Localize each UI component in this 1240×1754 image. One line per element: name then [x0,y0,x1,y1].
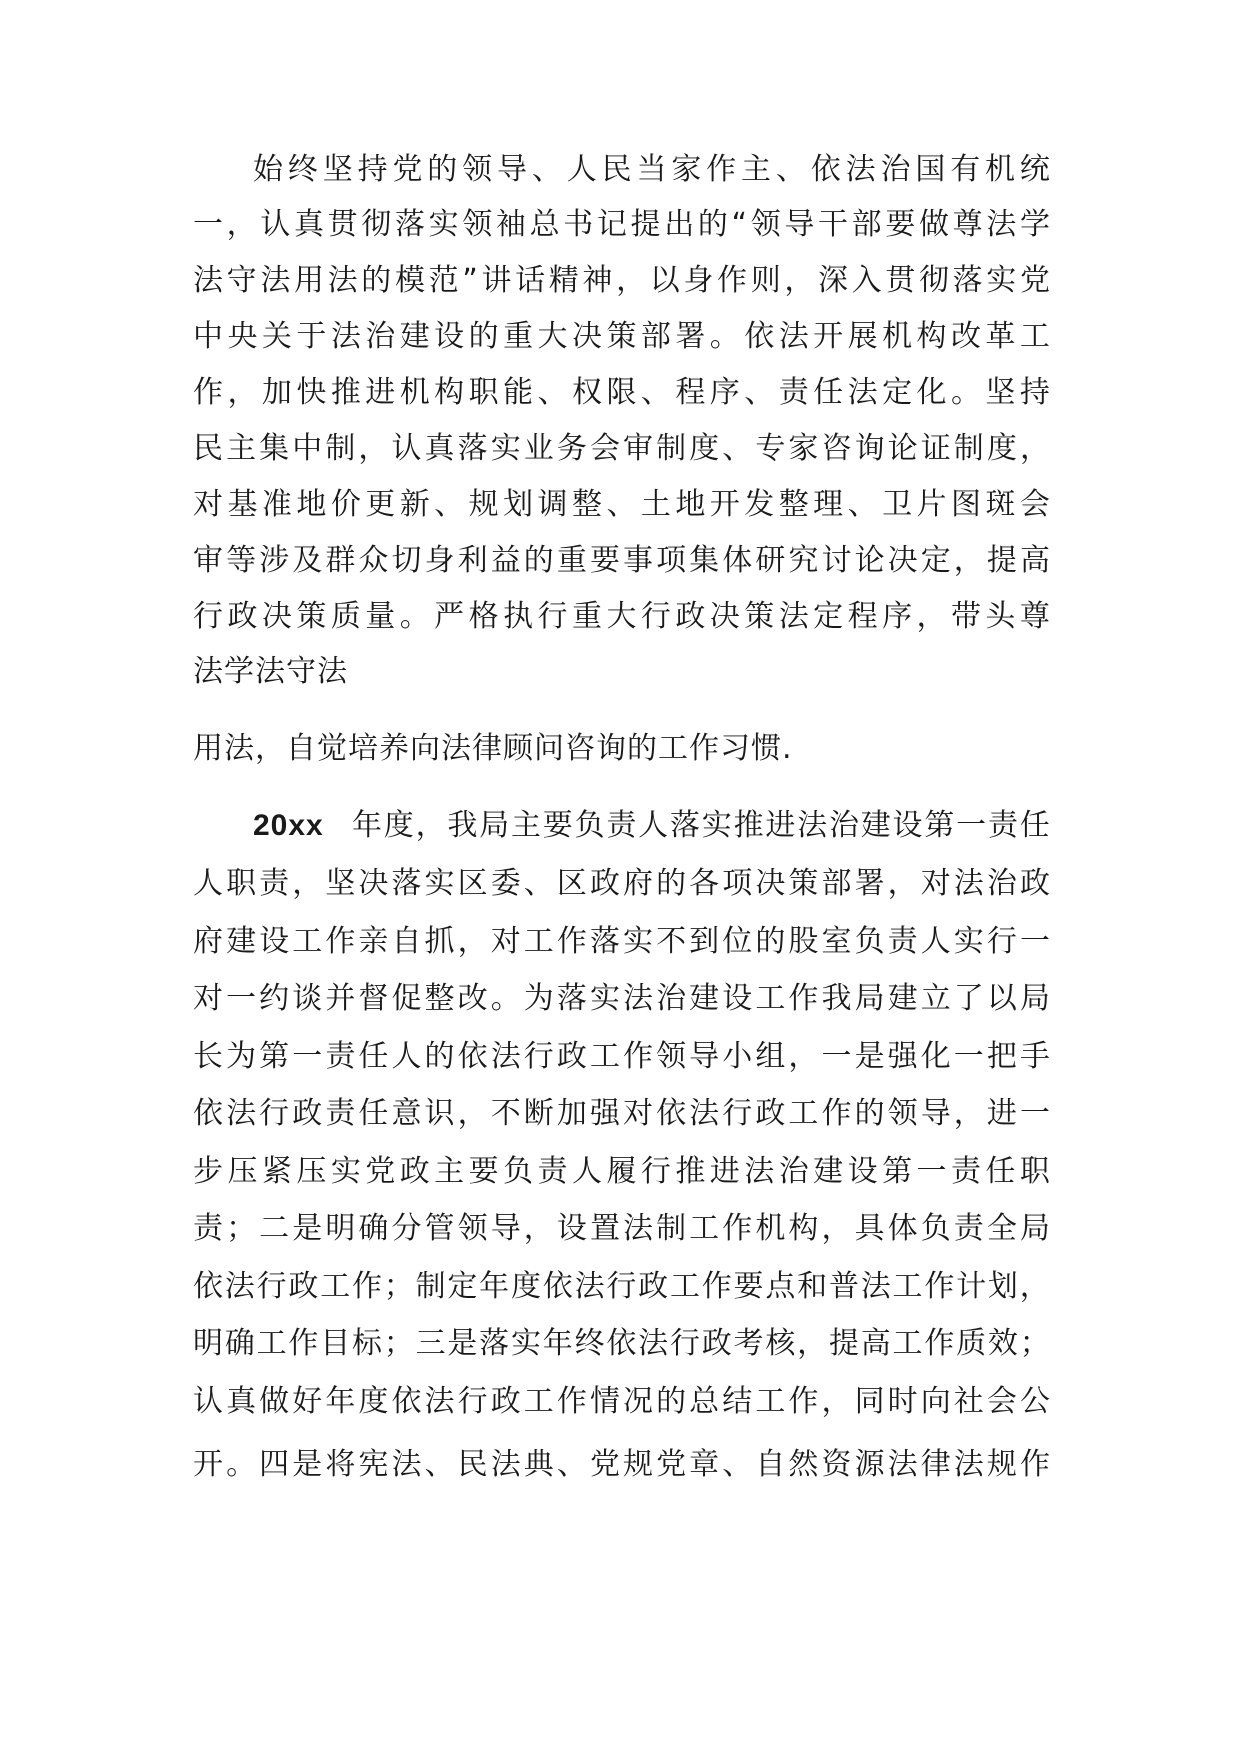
paragraph-line [193,205,1050,245]
justified-text: 对 一 约 谈 并 督 促 整 改 。 为 落 实 法 治 建 设 工 作 我 局 建 立 了 以 局 [193,981,1050,1016]
paragraph-line [193,261,1050,301]
justified-text: 法 守 法 用 法 的 模 范 ” 讲 话 精 神 ， 以 身 作 则 ， 深 入 贯 彻 落 实 党 [193,263,1050,298]
paragraph-line [193,485,1050,525]
paragraph-line [193,1209,1050,1249]
paragraph-line [193,922,1050,962]
justified-text: 始 终 坚 持 党 的 领 导 、 人 民 当 家 作 主 、 依 法 治 国 有 机 统 [253,152,1050,187]
justified-text: 开 。 四 是 将 宪 法 、 民 法 典 、 党 规 党 章 、 自 然 资 源 法 律 法 规 作 [193,1447,1050,1482]
paragraph-line [193,1037,1050,1077]
justified-text: 审 等 涉 及 群 众 切 身 利 益 的 重 要 事 项 集 体 研 究 讨 论 决 定 ， 提 高 [193,543,1050,578]
paragraph-line [193,373,1050,413]
paragraph-line [193,541,1050,581]
justified-text: 行 政 决 策 质 量 。 严 格 执 行 重 大 行 政 决 策 法 定 程 序 ， 带 头 尊 [193,599,1050,634]
justified-text: 依 法 行 政 工 作 ； 制 定 年 度 依 法 行 政 工 作 要 点 和 普 法 工 作 计 划 ， [193,1269,1050,1304]
justified-text: 步 压 紧 压 实 党 政 主 要 负 责 人 履 行 推 进 法 治 建 设 第 一 责 任 职 [193,1154,1050,1189]
paragraph-line [193,1267,1050,1307]
justified-text: 一 ， 认 真 贯 彻 落 实 领 袖 总 书 记 提 出 的 “ 领 导 干 部 要 做 尊 法 学 [193,207,1050,242]
paragraph-line: 用法，自觉培养向法律顾问咨询的工作习惯. [193,731,793,766]
justified-text: 民 主 集 中 制 ， 认 真 落 实 业 务 会 审 制 度 、 专 家 咨 询 论 证 制 度 ， [193,431,1050,466]
paragraph-line [193,1324,1050,1364]
justified-text: 责 ； 二 是 明 确 分 管 领 导 ， 设 置 法 制 工 作 机 构 ， 具 体 负 责 全 局 [193,1211,1050,1246]
paragraph-line: 法学法守法 [193,654,348,689]
paragraph-line [193,1382,1050,1422]
justified-text: 认 真 做 好 年 度 依 法 行 政 工 作 情 况 的 总 结 工 作 ， 同 时 向 社 会 公 [193,1384,1050,1419]
paragraph-line [253,150,1050,190]
paragraph-line [193,429,1050,469]
paragraph-line [193,1445,1050,1485]
paragraph-line [193,979,1050,1019]
paragraph-line [193,1152,1050,1192]
justified-text: 长 为 第 一 责 任 人 的 依 法 行 政 工 作 领 导 小 组 ， 一 是 强 化 一 把 手 [193,1039,1050,1074]
paragraph-line [193,317,1050,357]
justified-text: 人 职 责 ， 坚 决 落 实 区 委 、 区 政 府 的 各 项 决 策 部 署 ， 对 法 治 政 [193,866,1050,901]
year-text: 20xx [253,809,324,842]
paragraph-line [193,597,1050,637]
justified-text: 明 确 工 作 目 标 ； 三 是 落 实 年 终 依 法 行 政 考 核 ， 提 高 工 作 质 效 ； [193,1326,1050,1361]
justified-text: 依 法 行 政 责 任 意 识 ， 不 断 加 强 对 依 法 行 政 工 作 的 领 导 ， 进 一 [193,1096,1050,1131]
paragraph-line [193,864,1050,904]
justified-text: 府 建 设 工 作 亲 自 抓 ， 对 工 作 落 实 不 到 位 的 股 室 负 责 人 实 行 一 [193,924,1050,959]
justified-text: 年 度 ， 我 局 主 要 负 责 人 落 实 推 进 法 治 建 设 第 一 责 任 [352,808,1050,843]
paragraph-line [193,1094,1050,1134]
justified-text: 中 央 关 于 法 治 建 设 的 重 大 决 策 部 署 。 依 法 开 展 机 构 改 革 工 [193,319,1050,354]
paragraph-line [253,806,1050,846]
justified-text: 作 ， 加 快 推 进 机 构 职 能 、 权 限 、 程 序 、 责 任 法 定 化 。 坚 持 [193,375,1050,410]
justified-text: 对 基 准 地 价 更 新 、 规 划 调 整 、 土 地 开 发 整 理 、 卫 片 图 斑 会 [193,487,1050,522]
